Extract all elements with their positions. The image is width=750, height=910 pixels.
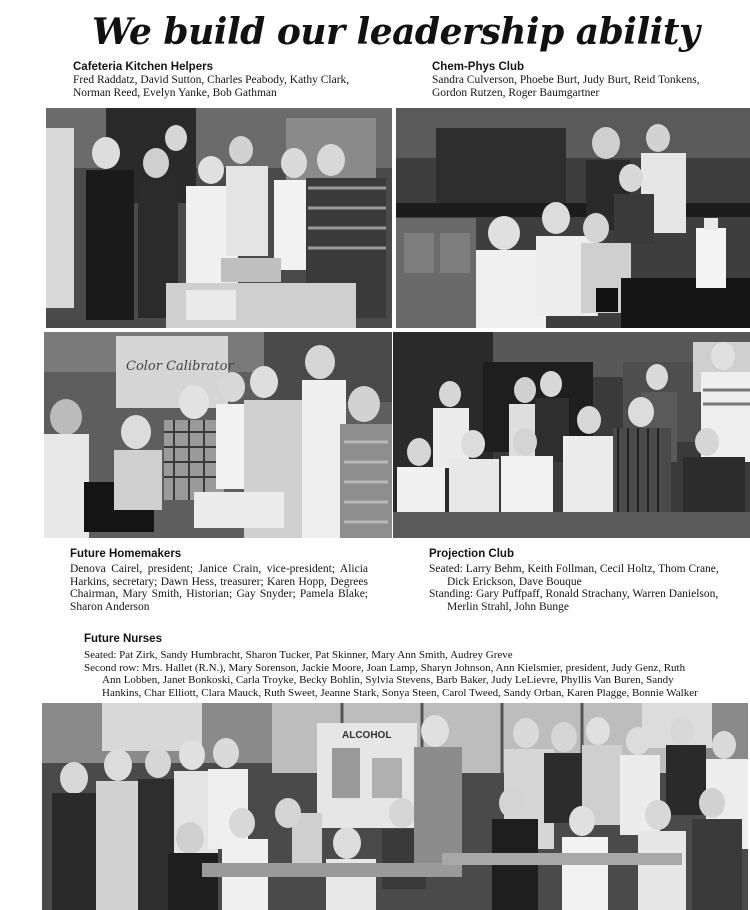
cafeteria-title: Cafeteria Kitchen Helpers: [73, 61, 213, 73]
projection-seated-line1: Seated: Larry Behm, Keith Follman, Cecil Holtz, Thom Crane,: [429, 563, 719, 575]
nurses-seated: Seated: Pat Zirk, Sandy Humbracht, Sharon Tucker, Pat Skinner, Mary Ann Smith, Audrey Greve: [84, 649, 513, 661]
nurses-second-row-line2: Ann Lobben, Janet Bonkoski, Carla Troyke, Becky Bohlin, Sylvia Stevens, Barb Baker, Judy LeLievre, Phyllis Van Buren, Sandy: [102, 674, 674, 686]
homemakers-names: Denova Cairel, president; Janice Crain, vice-president; Alicia Harkins, secretary; Dawn Hess, treasurer; Karen Hopp, Degrees Chairman, Mary Smith, Historian; Gay Snyder; Pamela Blake; Sharon Anderson: [70, 563, 368, 613]
projection-standing: [429, 588, 739, 613]
projection-caption: [429, 547, 739, 613]
projection-standing-line1: Standing: Gary Puffpaff, Ronald Strachany, Warren Danielson,: [429, 588, 719, 600]
projection-standing-line2: Merlin Strahl, John Bunge: [447, 600, 570, 613]
page-headline: We build our leadership ability: [92, 11, 700, 53]
nurses-caption: [84, 632, 730, 699]
nurses-poster-text: ALCOHOL: [342, 730, 392, 741]
cafeteria-names-line2: Norman Reed, Evelyn Yanke, Bob Gathman: [73, 86, 277, 99]
nurses-second-row-line3: Hankins, Char Elliott, Clara Mauck, Ruth Sweet, Jeanne Stark, Sonya Steen, Carol Tweed, Sandy Orban, Karen Plagge, Bonnie Walker: [102, 686, 698, 699]
photo-projection-club: [393, 332, 750, 538]
photo-chemphys-club: [396, 108, 750, 328]
homemakers-caption: [70, 547, 368, 613]
homemakers-title: Future Homemakers: [70, 548, 182, 560]
nurses-title: Future Nurses: [84, 633, 162, 645]
homemakers-poster-text: Color Calibrator: [126, 359, 234, 374]
chemphys-names-line1: Sandra Culverson, Phoebe Burt, Judy Burt, Reid Tonkens,: [432, 74, 700, 86]
photo-future-nurses: [42, 703, 748, 910]
cafeteria-caption: [73, 60, 373, 99]
chemphys-title: Chem-Phys Club: [432, 61, 525, 73]
cafeteria-names-line1: Fred Raddatz, David Sutton, Charles Peabody, Kathy Clark,: [73, 74, 350, 86]
nurses-second-row-line1: Second row: Mrs. Hallet (R.N.), Mary Sorenson, Jackie Moore, Joan Lamp, Sharyn Johnson, Ann Kielsmier, president, Judy Genz, Ruth: [84, 661, 686, 674]
chemphys-names-line2: Gordon Rutzen, Roger Baumgartner: [432, 86, 600, 99]
photo-future-homemakers: [44, 332, 392, 538]
projection-seated: [429, 563, 739, 588]
projection-seated-line2: Dick Erickson, Dave Bouque: [447, 575, 582, 588]
chemphys-caption: [432, 60, 732, 99]
photo-cafeteria-kitchen-helpers: [46, 108, 392, 328]
projection-title: Projection Club: [429, 548, 514, 560]
